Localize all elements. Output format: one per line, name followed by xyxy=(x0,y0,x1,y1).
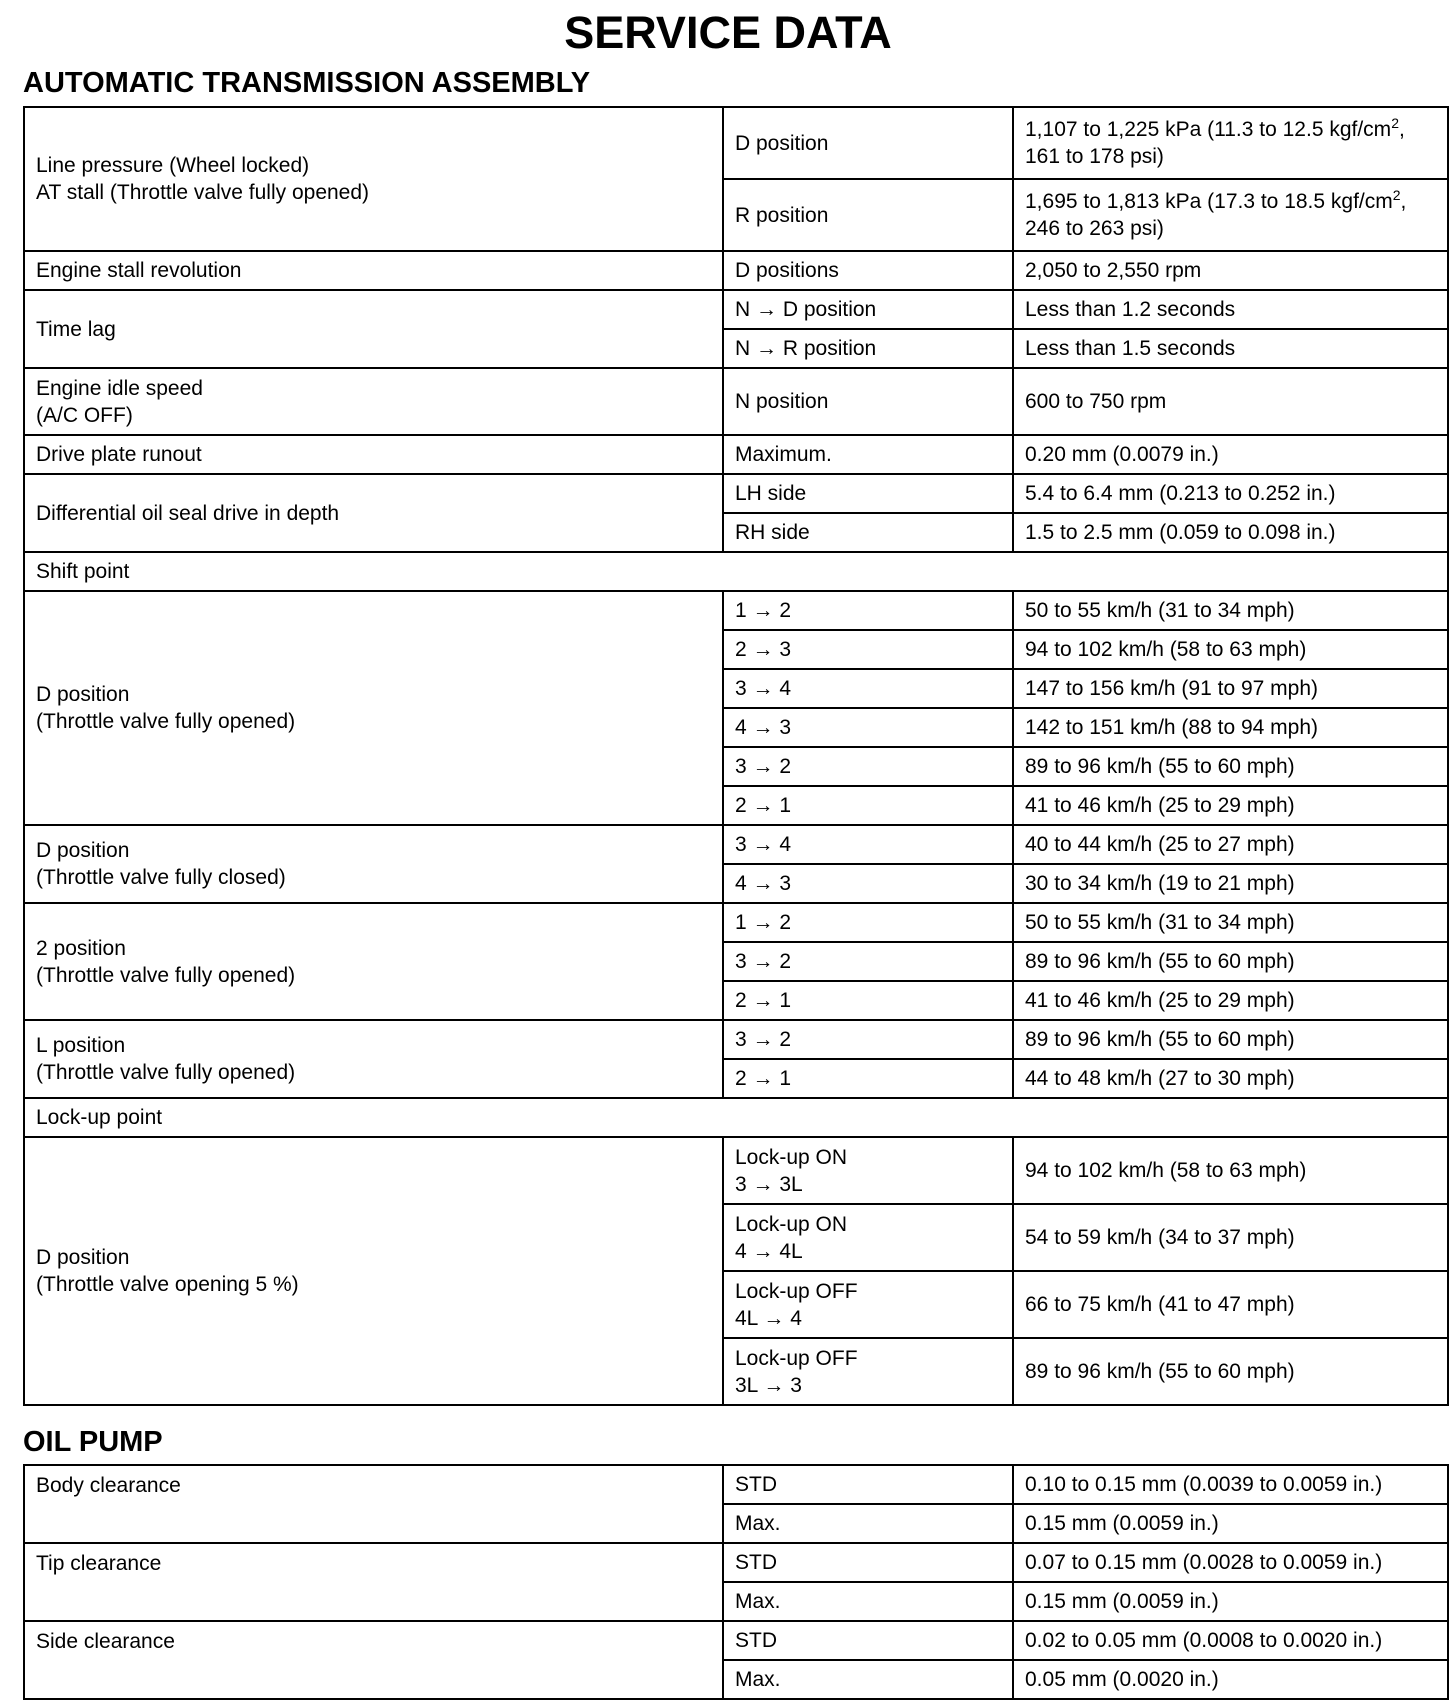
table-row xyxy=(24,251,1448,290)
spec-condition: 3 → 4 xyxy=(723,669,1013,708)
group-heading-shift-point: Shift point xyxy=(24,552,1448,591)
table-row xyxy=(24,368,1448,435)
spec-value: 89 to 96 km/h (55 to 60 mph) xyxy=(1013,942,1448,981)
spec-label: Body clearance xyxy=(24,1465,723,1543)
spec-label: Drive plate runout xyxy=(24,435,723,474)
spec-value: 147 to 156 km/h (91 to 97 mph) xyxy=(1013,669,1448,708)
section-heading-at: AUTOMATIC TRANSMISSION ASSEMBLY xyxy=(23,67,591,99)
spec-condition: Maximum. xyxy=(723,435,1013,474)
spec-label: L position (Throttle valve fully opened) xyxy=(24,1020,723,1098)
spec-value: 94 to 102 km/h (58 to 63 mph) xyxy=(1013,1137,1448,1204)
page-title: SERVICE DATA xyxy=(564,7,892,58)
spec-label: 2 position (Throttle valve fully opened) xyxy=(24,903,723,1020)
spec-label: Side clearance xyxy=(24,1621,723,1699)
spec-value: 50 to 55 km/h (31 to 34 mph) xyxy=(1013,903,1448,942)
spec-value: Less than 1.2 seconds xyxy=(1013,290,1448,329)
table-row xyxy=(24,1465,1448,1504)
spec-value: 41 to 46 km/h (25 to 29 mph) xyxy=(1013,981,1448,1020)
spec-value: 30 to 34 km/h (19 to 21 mph) xyxy=(1013,864,1448,903)
spec-condition: 4 → 3 xyxy=(723,864,1013,903)
spec-label: Line pressure (Wheel locked) AT stall (Throttle valve fully opened) xyxy=(24,107,723,251)
spec-condition: R position xyxy=(723,179,1013,251)
table-row xyxy=(24,591,1448,630)
spec-condition: Lock-up ON 3 → 3L xyxy=(723,1137,1013,1204)
spec-condition: 2 → 1 xyxy=(723,981,1013,1020)
spec-label: D position (Throttle valve opening 5 %) xyxy=(24,1137,723,1405)
spec-condition: 3 → 2 xyxy=(723,1020,1013,1059)
spec-value: 1,695 to 1,813 kPa (17.3 to 18.5 kgf/$cm^2$, 246 to 263 psi) xyxy=(1013,179,1448,251)
spec-condition: 3 → 2 xyxy=(723,942,1013,981)
spec-condition: STD xyxy=(723,1543,1013,1582)
table-row xyxy=(24,1543,1448,1582)
spec-condition: Max. xyxy=(723,1504,1013,1543)
spec-value: 5.4 to 6.4 mm (0.213 to 0.252 in.) xyxy=(1013,474,1448,513)
spec-label: Tip clearance xyxy=(24,1543,723,1621)
spec-value: 40 to 44 km/h (25 to 27 mph) xyxy=(1013,825,1448,864)
spec-value: 54 to 59 km/h (34 to 37 mph) xyxy=(1013,1204,1448,1271)
spec-value: 1,107 to 1,225 kPa (11.3 to 12.5 kgf/$cm^2$, 161 to 178 psi) xyxy=(1013,107,1448,179)
spec-condition: N position xyxy=(723,368,1013,435)
spec-value: 1.5 to 2.5 mm (0.059 to 0.098 in.) xyxy=(1013,513,1448,552)
spec-value: 0.10 to 0.15 mm (0.0039 to 0.0059 in.) xyxy=(1013,1465,1448,1504)
spec-condition: Max. xyxy=(723,1660,1013,1699)
spec-value: 89 to 96 km/h (55 to 60 mph) xyxy=(1013,1338,1448,1405)
spec-value: 50 to 55 km/h (31 to 34 mph) xyxy=(1013,591,1448,630)
spec-value: 0.15 mm (0.0059 in.) xyxy=(1013,1504,1448,1543)
spec-label: D position (Throttle valve fully closed) xyxy=(24,825,723,903)
section-heading-oil-pump: OIL PUMP xyxy=(23,1426,163,1458)
oil-pump-table xyxy=(23,1464,1449,1700)
spec-value: 600 to 750 rpm xyxy=(1013,368,1448,435)
spec-condition: 1 → 2 xyxy=(723,903,1013,942)
spec-condition: D positions xyxy=(723,251,1013,290)
spec-value: 89 to 96 km/h (55 to 60 mph) xyxy=(1013,747,1448,786)
spec-value: 0.20 mm (0.0079 in.) xyxy=(1013,435,1448,474)
spec-condition: 3 → 4 xyxy=(723,825,1013,864)
table-row xyxy=(24,552,1448,591)
spec-condition: LH side xyxy=(723,474,1013,513)
spec-value: 2,050 to 2,550 rpm xyxy=(1013,251,1448,290)
spec-label: D position (Throttle valve fully opened) xyxy=(24,591,723,825)
table-row xyxy=(24,1020,1448,1059)
at-spec-table xyxy=(23,106,1449,1406)
spec-label: Engine idle speed (A/C OFF) xyxy=(24,368,723,435)
spec-value: 0.07 to 0.15 mm (0.0028 to 0.0059 in.) xyxy=(1013,1543,1448,1582)
table-row xyxy=(24,903,1448,942)
spec-condition: 4 → 3 xyxy=(723,708,1013,747)
spec-condition: N → D position xyxy=(723,290,1013,329)
spec-value: 89 to 96 km/h (55 to 60 mph) xyxy=(1013,1020,1448,1059)
spec-value: 94 to 102 km/h (58 to 63 mph) xyxy=(1013,630,1448,669)
table-row xyxy=(24,1137,1448,1204)
spec-condition: STD xyxy=(723,1465,1013,1504)
spec-condition: STD xyxy=(723,1621,1013,1660)
spec-label: Differential oil seal drive in depth xyxy=(24,474,723,552)
table-row xyxy=(24,107,1448,179)
spec-value: 44 to 48 km/h (27 to 30 mph) xyxy=(1013,1059,1448,1098)
spec-condition: RH side xyxy=(723,513,1013,552)
table-row xyxy=(24,1098,1448,1137)
spec-label: Engine stall revolution xyxy=(24,251,723,290)
table-row xyxy=(24,474,1448,513)
spec-condition: 2 → 1 xyxy=(723,1059,1013,1098)
spec-label: Time lag xyxy=(24,290,723,368)
spec-value: Less than 1.5 seconds xyxy=(1013,329,1448,368)
spec-condition: 2 → 3 xyxy=(723,630,1013,669)
spec-value: 142 to 151 km/h (88 to 94 mph) xyxy=(1013,708,1448,747)
spec-condition: 1 → 2 xyxy=(723,591,1013,630)
spec-value: 0.02 to 0.05 mm (0.0008 to 0.0020 in.) xyxy=(1013,1621,1448,1660)
spec-condition: Lock-up OFF 4L → 4 xyxy=(723,1271,1013,1338)
spec-condition: 2 → 1 xyxy=(723,786,1013,825)
group-heading-lockup-point: Lock-up point xyxy=(24,1098,1448,1137)
spec-value: 41 to 46 km/h (25 to 29 mph) xyxy=(1013,786,1448,825)
spec-value: 66 to 75 km/h (41 to 47 mph) xyxy=(1013,1271,1448,1338)
spec-condition: Lock-up OFF 3L → 3 xyxy=(723,1338,1013,1405)
table-row xyxy=(24,290,1448,329)
table-row xyxy=(24,825,1448,864)
spec-condition: 3 → 2 xyxy=(723,747,1013,786)
spec-value: 0.15 mm (0.0059 in.) xyxy=(1013,1582,1448,1621)
spec-condition: Max. xyxy=(723,1582,1013,1621)
table-row xyxy=(24,1621,1448,1660)
spec-value: 0.05 mm (0.0020 in.) xyxy=(1013,1660,1448,1699)
spec-condition: Lock-up ON 4 → 4L xyxy=(723,1204,1013,1271)
table-row xyxy=(24,435,1448,474)
spec-condition: D position xyxy=(723,107,1013,179)
spec-condition: N → R position xyxy=(723,329,1013,368)
